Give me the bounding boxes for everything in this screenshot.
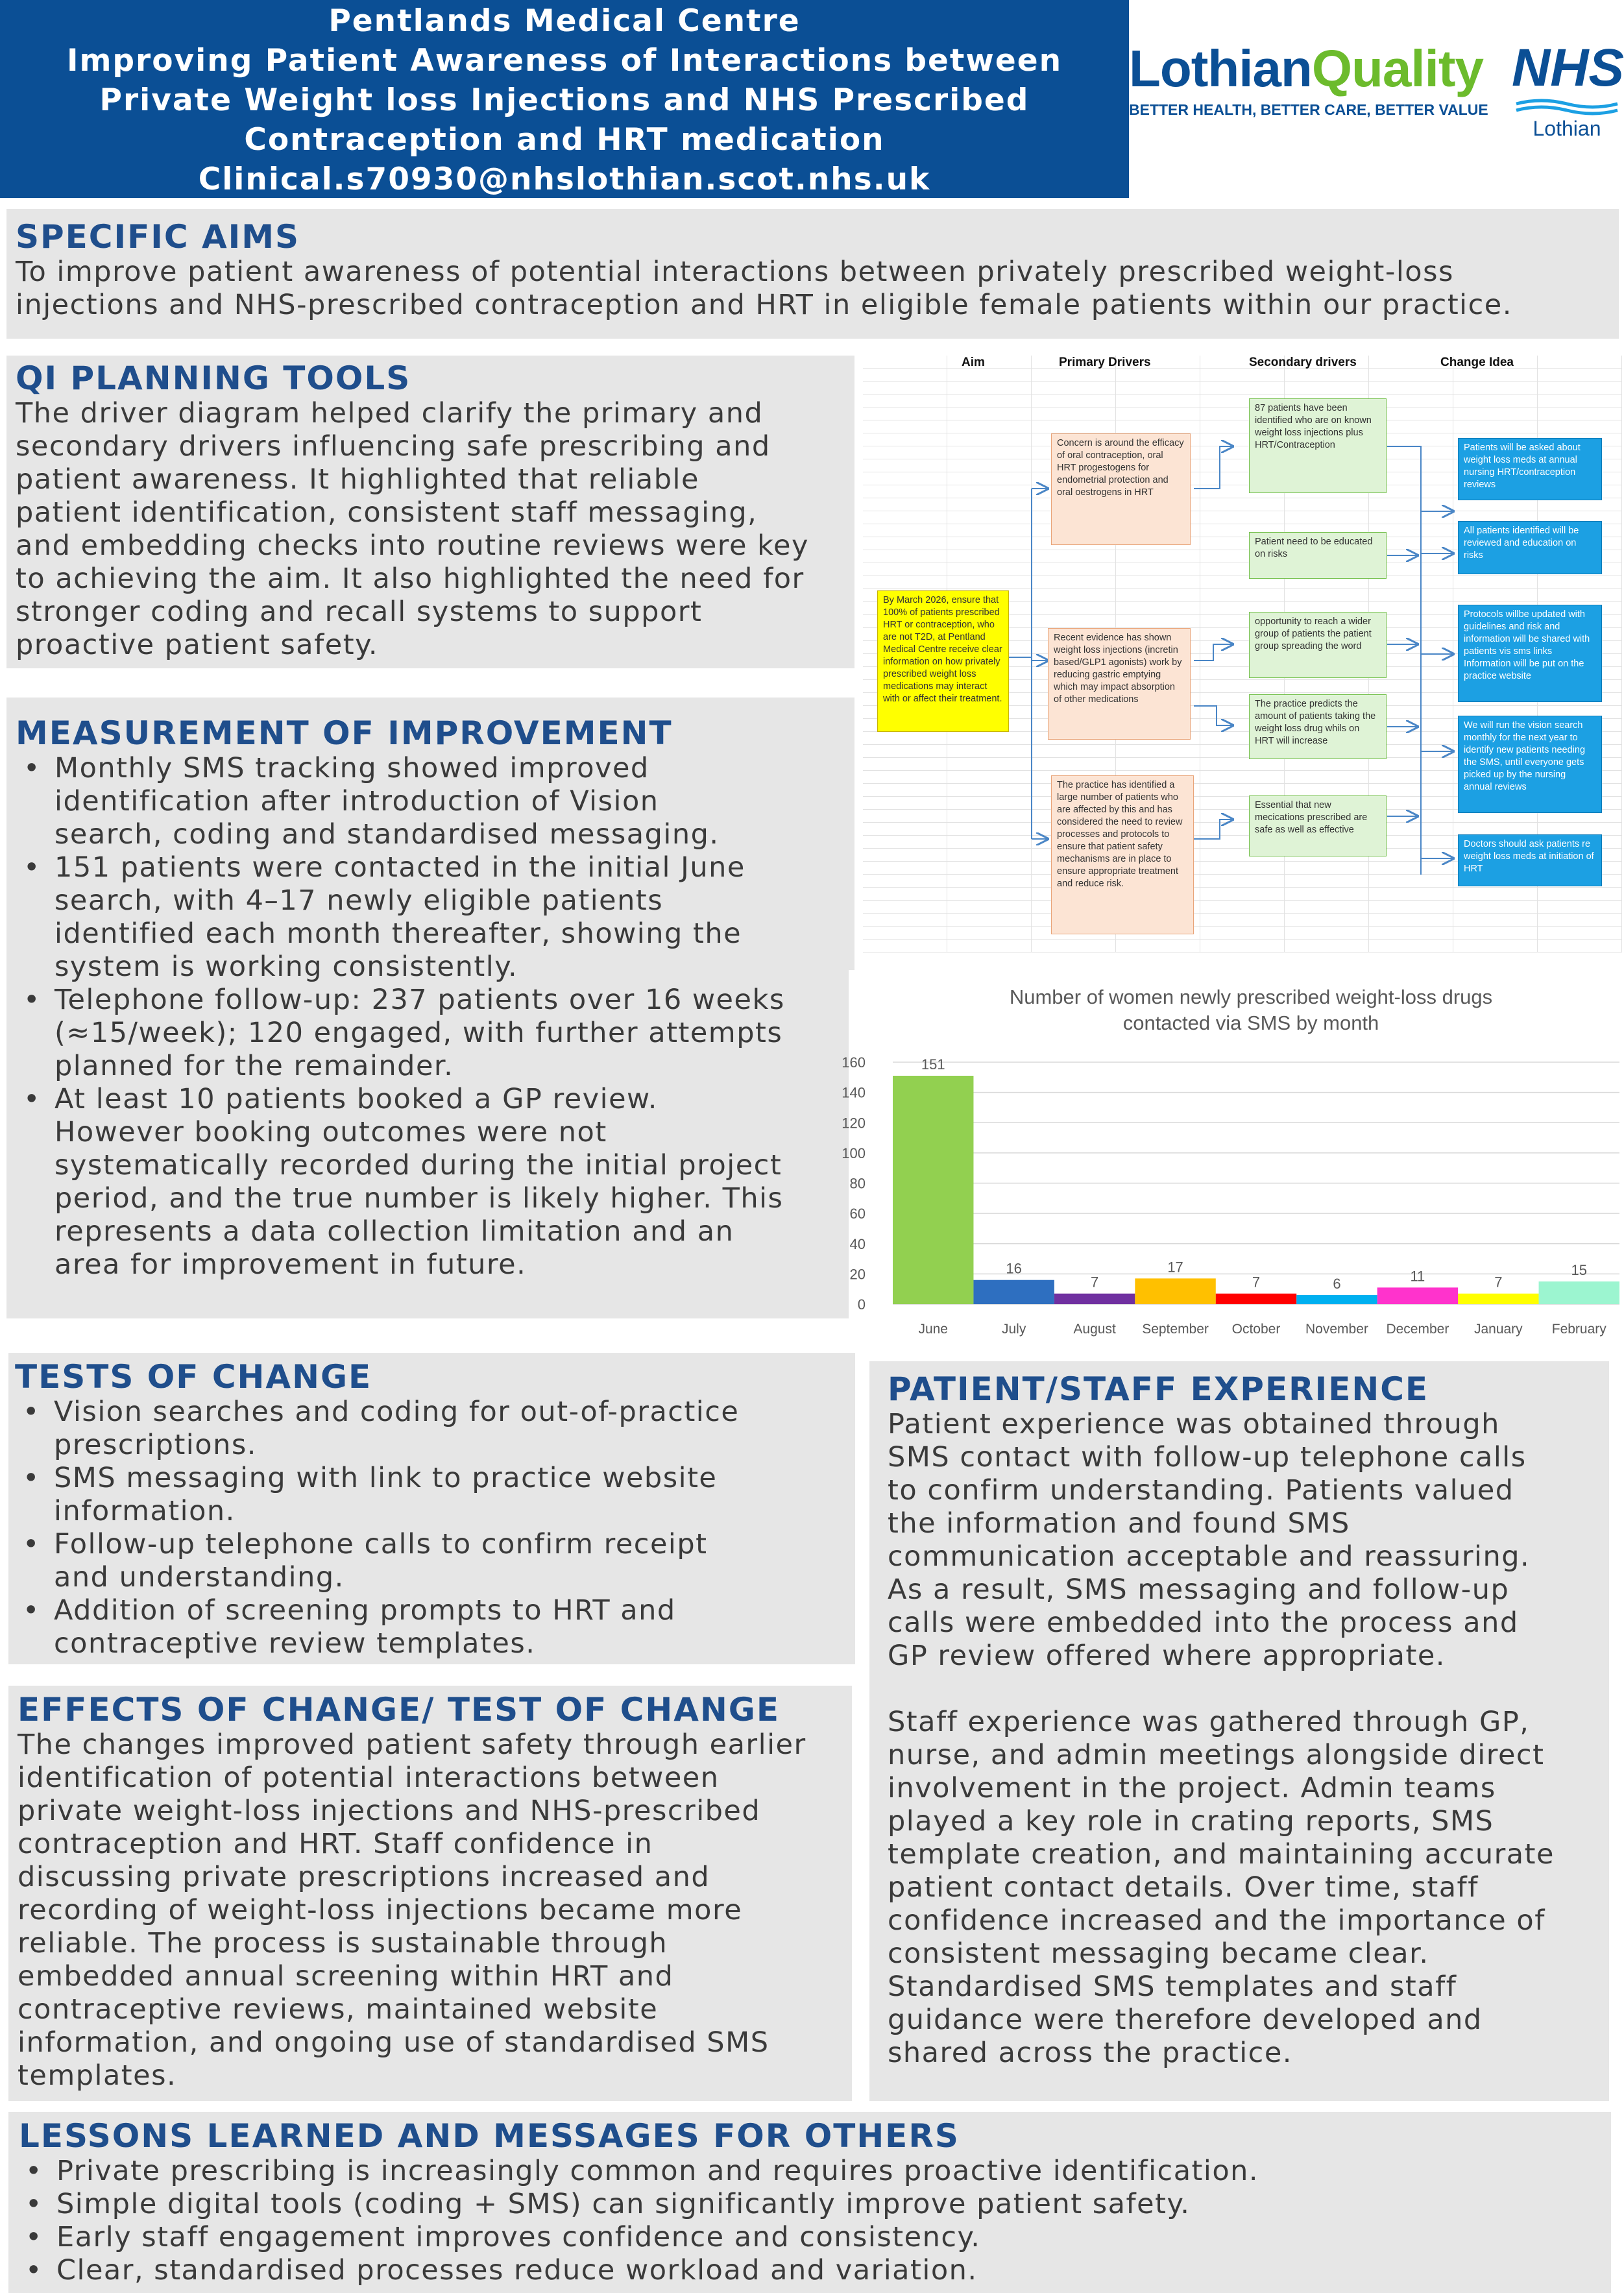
list-item <box>8 2188 1605 2221</box>
chart-title-line: contacted via SMS by month <box>1122 1012 1379 1034</box>
text-line: template creation, and maintaining accurate <box>888 1838 1555 1871</box>
text-line: identification of potential interactions between <box>18 1762 720 1794</box>
bar-value-label: 7 <box>1252 1274 1261 1291</box>
bar-value-label: 17 <box>1167 1259 1183 1276</box>
text-line: planned for the remainder. <box>55 1050 454 1082</box>
lessons-list <box>8 2155 1605 2287</box>
text-line: As a result, SMS messaging and follow-up <box>888 1573 1510 1606</box>
list-item <box>6 984 848 1083</box>
dd-change-box: We will run the vision search monthly for the next year to identify new patients needing the SMS, until everyone gets picked up by the nursing annual reviews <box>1458 716 1602 813</box>
dd-secondary-box: Patient need to be educated on risks <box>1249 532 1387 579</box>
y-tick-label: 40 <box>849 1235 866 1252</box>
text-line: area for improvement in future. <box>55 1248 527 1281</box>
chart-title-line: Number of women newly prescribed weight-loss drugs <box>1009 986 1493 1008</box>
header-line: Private Weight loss Injections and NHS Prescribed <box>99 82 1030 118</box>
measurement-panel <box>6 698 854 1318</box>
dd-primary-box: Recent evidence has shown weight loss injections (incretin based/GLP1 agonists) work by reducing gastric emptying which may impact absorption of other medications <box>1048 628 1191 740</box>
text-line: search, coding and standardised messaging. <box>55 818 720 851</box>
dd-col-secondary: Secondary drivers <box>1249 356 1357 369</box>
text-line: • 151 patients were contacted in the initial June <box>55 851 745 884</box>
dd-secondary-box: Essential that new mecications prescribed are safe as well as effective <box>1249 795 1387 856</box>
list-item <box>8 2254 1605 2287</box>
text-line: Staff experience was gathered through GP, <box>888 1706 1530 1738</box>
text-line: system is working consistently. <box>55 951 518 983</box>
text-line: shared across the practice. <box>888 2037 1292 2069</box>
header-line: Improving Patient Awareness of Interactions between <box>66 43 1063 79</box>
experience-heading: PATIENT/STAFF EXPERIENCE <box>888 1370 1429 1408</box>
experience-text-staff <box>888 1706 1603 2070</box>
x-tick-label: October <box>1231 1322 1281 1337</box>
x-tick-label: July <box>1001 1322 1026 1337</box>
chart-bar <box>1377 1287 1458 1304</box>
list-item <box>6 1396 849 1462</box>
tests-of-change-panel <box>8 1353 855 1664</box>
text-line: private weight-loss injections and NHS-prescribed <box>18 1795 761 1827</box>
dd-secondary-box: 87 patients have been identified who are on known weight loss injections plus HRT/Contraception <box>1249 398 1387 493</box>
text-line: information. <box>54 1495 236 1527</box>
text-line: calls were embedded into the process and <box>888 1607 1519 1639</box>
text-line: The driver diagram helped clarify the primary and <box>16 397 764 430</box>
measurement-heading: MEASUREMENT OF IMPROVEMENT <box>16 714 673 752</box>
lq-tagline: BETTER HEALTH, BETTER CARE, BETTER VALUE <box>1129 101 1488 118</box>
chart-bar <box>1458 1294 1538 1304</box>
y-tick-label: 80 <box>849 1175 866 1192</box>
qi-planning-panel <box>6 356 854 668</box>
x-tick-label: December <box>1386 1322 1449 1337</box>
x-tick-label: January <box>1473 1322 1523 1337</box>
text-line: confidence increased and the importance of <box>888 1904 1545 1937</box>
text-line: However booking outcomes were not <box>55 1116 607 1148</box>
text-line: contraception and HRT. Staff confidence in <box>18 1828 653 1860</box>
qi-planning-text <box>16 397 848 662</box>
qi-planning-heading: QI PLANNING TOOLS <box>16 359 411 397</box>
text-line: contraceptive reviews, maintained website <box>18 1993 659 2026</box>
text-line: consistent messaging became clear. <box>888 1937 1429 1970</box>
lessons-heading: LESSONS LEARNED AND MESSAGES FOR OTHERS <box>19 2117 960 2155</box>
text-line: proactive patient safety. <box>16 629 379 661</box>
text-line: contraceptive review templates. <box>54 1627 536 1660</box>
text-line: • Clear, standardised processes reduce workload and variation. <box>56 2254 978 2287</box>
text-line: patient contact details. Over time, staff <box>888 1871 1479 1904</box>
list-item <box>6 752 848 851</box>
x-tick-label: February <box>1551 1322 1606 1337</box>
bar-value-label: 7 <box>1090 1274 1099 1291</box>
text-line: • Follow-up telephone calls to confirm receipt <box>54 1528 708 1560</box>
list-item <box>6 1462 849 1528</box>
tests-of-change-heading: TESTS OF CHANGE <box>15 1358 372 1396</box>
text-line: The changes improved patient safety through earlier <box>18 1729 806 1761</box>
specific-aims-heading: SPECIFIC AIMS <box>16 218 300 256</box>
text-line: patient identification, consistent staff messaging, <box>16 496 758 529</box>
lothian-quality-logo <box>1129 38 1488 119</box>
text-line: information, and ongoing use of standardised SMS <box>18 2026 770 2059</box>
text-line: to confirm understanding. Patients valued <box>888 1474 1514 1507</box>
y-tick-label: 100 <box>842 1145 866 1161</box>
text-line: To improve patient awareness of potential interactions between privately prescribed weight-loss <box>16 256 1454 288</box>
text-line: embedded annual screening within HRT and <box>18 1960 674 1993</box>
text-line: GP review offered where appropriate. <box>888 1640 1446 1672</box>
dd-secondary-box: opportunity to reach a wider group of patients the patient group spreading the word <box>1249 612 1387 678</box>
text-line: identified each month thereafter, showing the <box>55 917 742 950</box>
text-line: involvement in the project. Admin teams <box>888 1772 1496 1804</box>
list-item <box>6 1083 848 1281</box>
text-line: to achieving the aim. It also highlighted the need for <box>16 563 805 595</box>
text-line: templates. <box>18 2059 177 2092</box>
chart-bar <box>973 1280 1054 1304</box>
y-tick-label: 60 <box>849 1206 866 1222</box>
dd-col-change: Change Idea <box>1440 356 1514 369</box>
y-tick-label: 120 <box>842 1115 866 1132</box>
text-line: • Private prescribing is increasingly common and requires proactive identification. <box>56 2155 1259 2187</box>
driver-diagram <box>863 356 1622 952</box>
text-line: • Early staff engagement improves confidence and consistency. <box>56 2221 981 2253</box>
y-tick-label: 140 <box>842 1084 866 1101</box>
list-item <box>8 2221 1605 2254</box>
text-line: injections and NHS-prescribed contraception and HRT in eligible female patients within our practice. <box>16 289 1512 321</box>
dd-change-box: All patients identified will be reviewed and education on risks <box>1458 521 1602 574</box>
text-line: • Vision searches and coding for out-of-practice <box>54 1396 740 1428</box>
text-line: period, and the true number is likely higher. This <box>55 1182 784 1215</box>
lessons-panel <box>8 2112 1611 2293</box>
text-line: recording of weight-loss injections became more <box>18 1894 743 1926</box>
experience-panel <box>869 1361 1609 2101</box>
x-tick-label: September <box>1142 1322 1209 1337</box>
effects-panel <box>8 1686 852 2101</box>
dd-col-primary: Primary Drivers <box>1059 356 1151 369</box>
dd-change-box: Doctors should ask patients re weight loss meds at initiation of HRT <box>1458 834 1602 886</box>
measurement-list <box>6 752 848 1281</box>
text-line: patient awareness. It highlighted that reliable <box>16 463 699 496</box>
text-line: prescriptions. <box>54 1429 257 1461</box>
text-line: and embedding checks into routine reviews were key <box>16 529 809 562</box>
text-line: stronger coding and recall systems to support <box>16 596 703 628</box>
bar-value-label: 15 <box>1571 1262 1588 1279</box>
text-line: • SMS messaging with link to practice website <box>54 1462 718 1494</box>
text-line: communication acceptable and reassuring. <box>888 1540 1531 1573</box>
experience-text-patient <box>888 1408 1603 1673</box>
text-line: SMS contact with follow-up telephone calls <box>888 1441 1527 1474</box>
text-line: and understanding. <box>54 1561 345 1594</box>
list-item <box>8 2155 1605 2188</box>
dd-primary-box: The practice has identified a large number of patients who are affected by this and has considered the need to review processes and protocols to ensure that patient safety mechanisms are in place to ensure appropriate treatment and reduce risk. <box>1051 775 1194 934</box>
text-line: Patient experience was obtained through <box>888 1408 1500 1440</box>
chart-bar <box>1135 1278 1215 1304</box>
bar-value-label: 6 <box>1333 1276 1341 1292</box>
y-tick-label: 0 <box>857 1296 866 1313</box>
text-line: identification after introduction of Vision <box>55 785 659 818</box>
nhs-lothian-logo <box>1512 39 1622 141</box>
list-item <box>6 851 848 984</box>
lq-word-quality: Quality <box>1311 40 1483 97</box>
chart-canvas <box>842 970 1622 1343</box>
effects-heading: EFFECTS OF CHANGE/ TEST OF CHANGE <box>18 1691 780 1729</box>
text-line: the information and found SMS <box>888 1507 1350 1540</box>
tests-of-change-list <box>6 1396 849 1660</box>
effects-text <box>18 1729 845 2093</box>
text-line: secondary drivers influencing safe prescribing and <box>16 430 771 463</box>
dd-secondary-box: The practice predicts the amount of patients taking the weight loss drug whils on HRT will increase <box>1249 694 1387 759</box>
dd-primary-box: Concern is around the efficacy of oral contraception, oral HRT progestogens for endometrial protection and oral oestrogens in HRT <box>1051 433 1191 545</box>
list-item <box>6 1594 849 1660</box>
header-line: Contraception and HRT medication <box>244 122 885 158</box>
text-line: nurse, and admin meetings alongside direct <box>888 1739 1545 1771</box>
x-tick-label: August <box>1073 1322 1116 1337</box>
chart-bar <box>1054 1294 1135 1304</box>
text-line: guidance were therefore developed and <box>888 2004 1483 2036</box>
x-tick-label: November <box>1305 1322 1368 1337</box>
text-line: discussing private prescriptions increased and <box>18 1861 710 1893</box>
text-line: played a key role in crating reports, SMS <box>888 1805 1494 1838</box>
dd-change-box: Patients will be asked about weight loss meds at annual nursing HRT/contraception reviews <box>1458 438 1602 500</box>
chart-bar <box>893 1076 973 1304</box>
list-item <box>6 1528 849 1594</box>
text-line: • Monthly SMS tracking showed improved <box>55 752 649 784</box>
lq-word-lothian: Lothian <box>1129 40 1312 97</box>
text-line: • Simple digital tools (coding + SMS) can significantly improve patient safety. <box>56 2188 1191 2220</box>
sms-bar-chart <box>842 970 1622 1343</box>
text-line: • Telephone follow-up: 237 patients over 16 weeks <box>55 984 785 1016</box>
text-line: represents a data collection limitation and an <box>55 1215 734 1248</box>
text-line: • Addition of screening prompts to HRT and <box>54 1594 676 1627</box>
text-line: Standardised SMS templates and staff <box>888 1971 1457 2003</box>
bar-value-label: 11 <box>1410 1268 1425 1285</box>
chart-bar <box>1296 1295 1377 1304</box>
logo-area <box>1129 0 1622 198</box>
dd-col-aim: Aim <box>962 356 985 369</box>
bar-value-label: 151 <box>921 1056 945 1073</box>
x-tick-label: June <box>918 1322 948 1337</box>
text-line: (≈15/week); 120 engaged, with further attempts <box>55 1017 783 1049</box>
text-line: • At least 10 patients booked a GP review. <box>55 1083 658 1115</box>
nhs-wave-icon <box>1515 97 1619 115</box>
header-line: Pentlands Medical Centre <box>328 3 801 39</box>
text-line: systematically recorded during the initial project <box>55 1149 782 1182</box>
chart-bar <box>1216 1294 1296 1304</box>
nhs-word: NHS <box>1512 38 1624 97</box>
text-line: reliable. The process is sustainable through <box>18 1927 668 1959</box>
y-tick-label: 160 <box>842 1054 866 1071</box>
bar-value-label: 7 <box>1494 1274 1503 1291</box>
poster-header <box>0 0 1129 198</box>
chart-bar <box>1539 1281 1619 1304</box>
dd-aim-box: By March 2026, ensure that 100% of patients prescribed HRT or contraception, who are not T2D, at Pentland Medical Centre receive clear information on how privately prescribed weight loss medications may interact with or affect their treatment. <box>877 590 1009 732</box>
specific-aims-text <box>16 256 1610 322</box>
header-email: Clinical.s70930@nhslothian.scot.nhs.uk <box>198 162 931 197</box>
bar-value-label: 16 <box>1006 1260 1022 1277</box>
text-line: search, with 4–17 newly eligible patients <box>55 884 664 917</box>
nhs-sub: Lothian <box>1533 117 1601 140</box>
specific-aims-panel <box>6 209 1619 339</box>
y-tick-label: 20 <box>849 1266 866 1283</box>
dd-change-box: Protocols willbe updated with guidelines and risk and information will be shared with patients vis sms links Information will be put on the practice website <box>1458 605 1602 702</box>
